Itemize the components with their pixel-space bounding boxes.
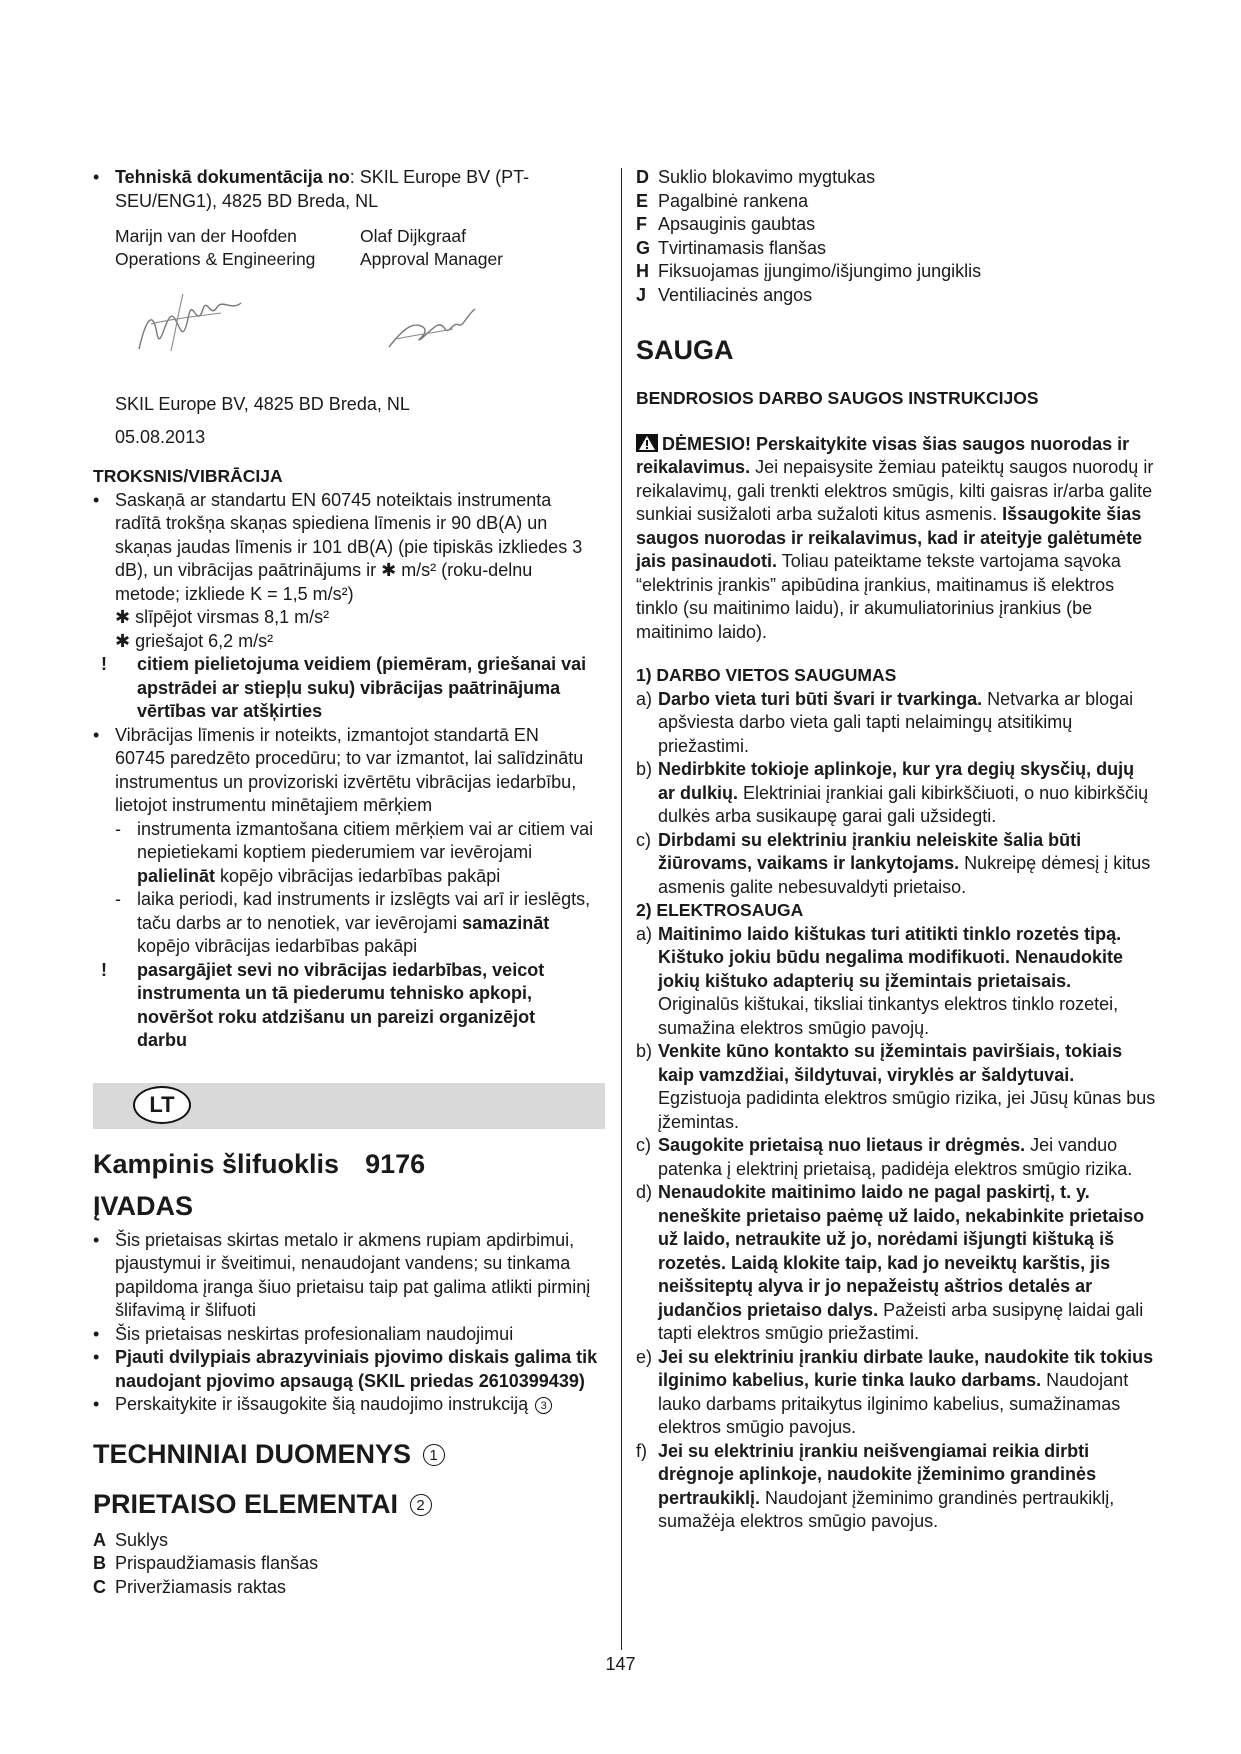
excl-note-1-text: citiem pielietojuma veidiem (piemēram, griešanai vai apstrādei ar stiepļu suku) vibrācijas paātrinājuma vērtības var atšķirties [137, 654, 587, 721]
parts-list-right [636, 166, 1156, 307]
list-mark: f) [636, 1440, 647, 1461]
list-text: Naudojant lauko darbams pritaikytus ilginimo kabelius, sumažinamas elektros smūgio pavojus. [658, 1370, 1129, 1437]
dash-item-2-text-a: laika periodi, kad instruments ir izslēgts vai arī ir ieslēgts, taču darbs ar to nenotiek, var ievērojami [137, 889, 591, 933]
signer-1 [115, 225, 360, 271]
figure-ref-1: 1 [423, 1444, 445, 1466]
list-bold: Jei su elektriniu įrankiu dirbate lauke, naudokite tik tokius ilginimo kabelius, kurie tinka lauko darbams. [658, 1346, 1154, 1390]
warning-text-1: Jei nepaisysite žemiau pateiktų saugos nuorodų ir reikalavimų, gali trenkti elektros smūgis, kilti gaisras ir/arba galite sunkiai susižaloti arba sužaloti kitus asmenis. [636, 457, 1154, 524]
parts-list-left [93, 1529, 605, 1600]
electric-item-b [636, 1040, 1156, 1134]
star-item-2: ✱ griešajot 6,2 m/s² [115, 630, 274, 651]
intro-heading: ĮVADAS [93, 1190, 194, 1221]
signer-2-name: Olaf Dijkgraaf [360, 226, 467, 246]
excl-note-1: ! citiem pielietojuma veidiem (piemēram, griešanai vai apstrādei ar stiepļu suku) vibrācijas paātrinājuma vērtības var atšķirties [101, 654, 587, 721]
electric-item-d [636, 1181, 1156, 1346]
part-item [636, 260, 1156, 284]
part-text: Ventiliacinės angos [658, 284, 813, 305]
electric-heading: 2) ELEKTROSAUGA [636, 900, 804, 920]
left-column [93, 166, 605, 1599]
dash-item-1: - instrumenta izmantošana citiem mērķiem vai ar citiem vai nepietiekami koptiem piederumiem var ievērojami palielināt kopējo vibrācijas iedarbības pakāpi [115, 818, 594, 886]
list-bold: Venkite kūno kontakto su įžemintais paviršiais, tokiais kaip vamzdžiai, šildytuvai, viryklės ar šaldytuvai. [658, 1041, 1123, 1085]
language-bar [93, 1083, 605, 1129]
excl-note-2-text: pasargājiet sevi no vibrācijas iedarbības, veicot instrumenta un tā piederumu tehnisko apkopi, novēršot roku atdzišanu un pareizi organizējot darbu [137, 959, 545, 1050]
dash-item-1-text-a: instrumenta izmantošana citiem mērķiem vai ar citiem vai nepietiekami koptiem piederumiem var ievērojami [137, 818, 594, 862]
tech-doc-label: Tehniskā dokumentācija no [115, 167, 350, 187]
warning-paragraph [636, 433, 1156, 645]
page-number: 147 [605, 1654, 636, 1674]
part-text: Tvirtinamasis flanšas [658, 237, 827, 258]
list-mark: c) [636, 829, 651, 850]
dash-item-1-text-c: kopējo vibrācijas iedarbības pakāpi [215, 865, 501, 886]
signer-2-role: Approval Manager [360, 249, 503, 269]
list-bold: Jei su elektriniu įrankiu neišvengiamai reikia dirbti drėgnoje aplinkoje, naudokite įžeminimo grandinės pertraukiklį. [658, 1440, 1097, 1508]
part-letter: D [636, 167, 649, 187]
warning-text-2: Toliau pateiktame tekste vartojama sąvoka “elektrinis įrankis” apibūdina įrankius, maitinamus iš elektros tinklo (su maitinimo laidu), ir akumuliatorinius įrankius (be maitinimo laido). [636, 551, 1121, 642]
work-item-c [636, 829, 1156, 900]
work-item-a [636, 688, 1156, 759]
work-item-b [636, 758, 1156, 829]
general-safety-heading: BENDROSIOS DARBO SAUGOS INSTRUKCIJOS [636, 388, 1039, 408]
elements-heading [93, 1487, 605, 1521]
excl-note-2: ! pasargājiet sevi no vibrācijas iedarbības, veicot instrumenta un tā piederumu tehnisko apkopi, novēršot roku atdzišanu un pareizi organizējot darbu [101, 959, 545, 1050]
list-mark: a) [636, 688, 653, 709]
list-bold: Nedirbkite tokioje aplinkoje, kur yra degių skysčių, dujų ar dulkių. [658, 759, 1135, 803]
figure-ref-3: 3 [535, 1397, 552, 1414]
intro-bullet-4-text: Perskaitykite ir išsaugokite šią naudojimo instrukciją [115, 1394, 529, 1414]
warning-bold-1: DĖMESIO! Perskaitykite visas šias saugos nuorodas ir reikalavimus. [636, 433, 1130, 477]
part-text: Suklys [115, 1529, 169, 1550]
part-item [93, 1552, 605, 1576]
signature-2-image [383, 299, 483, 359]
intro-bullet-1: • Šis prietaisas skirtas metalo ir akmens rupiam apdirbimui, pjaustymui ir šveitimui, nenaudojant vandens; su tinkama papildoma įranga šiuo prietaisu taip pat galima atlikti pirminį šlifavimą ir šlifuoti [93, 1229, 605, 1323]
doc-date: 05.08.2013 [115, 426, 206, 447]
language-badge: LT [133, 1086, 191, 1124]
part-text: Prispaudžiamasis flanšas [115, 1553, 319, 1573]
dash-item-2: - laika periodi, kad instruments ir izslēgts vai arī ir ieslēgts, taču darbs ar to nenotiek, var ievērojami samazināt kopējo vibrācijas iedarbības pakāpi [115, 889, 591, 956]
company-address: SKIL Europe BV, 4825 BD Breda, NL [115, 394, 410, 414]
part-text: Priveržiamasis raktas [115, 1576, 287, 1597]
part-item [636, 213, 1156, 237]
list-text: Pažeisti arba susipynę laidai gali tapti elektros smūgio priežastimi. [658, 1299, 1144, 1343]
signer-1-role: Operations & Engineering [115, 249, 316, 269]
tech-doc-value: : SKIL Europe BV (PT-SEU/ENG1), 4825 BD Breda, NL [115, 167, 530, 211]
safety-heading: SAUGA [636, 335, 734, 365]
list-mark: b) [636, 759, 653, 779]
tech-doc-line [93, 166, 535, 213]
product-model: 9176 [365, 1148, 426, 1179]
list-bold: Saugokite prietaisą nuo lietaus ir drėgmės. [658, 1135, 1026, 1155]
tech-data-heading-text: TECHNINIAI DUOMENYS [93, 1438, 412, 1469]
part-text: Fiksuojamas įjungimo/išjungimo jungiklis [658, 261, 982, 281]
dash-item-1-bold: palielināt [137, 865, 216, 886]
part-letter: H [636, 261, 649, 281]
signer-table [93, 225, 605, 271]
list-text: Naudojant įžeminimo grandinės pertraukiklį, sumažėja elektros smūgio pavojus. [658, 1487, 1115, 1531]
noise-heading: TROKSNIS/VIBRĀCIJA [93, 466, 283, 486]
list-text: Nukreipę dėmesį į kitus asmenis galite nebesuvaldyti prietaiso. [658, 853, 1151, 897]
product-title [93, 1147, 605, 1181]
list-text: Elektriniai įrankiai gali kibirkščiuoti, o nuo kibirkščių dulkės arba susikaupę garai gali užsidegti. [658, 782, 1149, 826]
list-mark: b) [636, 1041, 653, 1061]
part-letter: F [636, 214, 647, 234]
list-mark: a) [636, 923, 653, 944]
list-bold: Dirbdami su elektriniu įrankiu neleiskite šalia būti žiūrovams, vaikams ir lankytojams. [658, 829, 1082, 873]
part-letter: G [636, 237, 651, 258]
list-bold: Darbo vieta turi būti švari ir tvarkinga. [658, 688, 983, 709]
signature-1-image [131, 289, 251, 359]
star-item-1: ✱ slīpējot virsmas 8,1 m/s² [115, 607, 330, 627]
part-letter: B [93, 1553, 106, 1573]
part-text: Pagalbinė rankena [658, 190, 809, 211]
part-item [636, 166, 1156, 190]
part-text: Apsauginis gaubtas [658, 214, 816, 234]
work-area-heading: 1) DARBO VIETOS SAUGUMAS [636, 665, 897, 685]
part-text: Suklio blokavimo mygtukas [658, 167, 876, 187]
noise-bullet-1: • Saskaņā ar standartu EN 60745 noteiktais instrumenta radītā trokšņa skaņas spiediena līmenis ir 90 dB(A) un skaņas jaudas līmenis ir 101 dB(A) (pie tipiskās izkliedes 3 dB), un vibrācijas paātrinājums ir ✱ m/s² (roku-delnu metode; izkliede K = 1,5 m/s²) [93, 489, 597, 607]
part-letter: E [636, 190, 649, 211]
product-name: Kampinis šlifuoklis [93, 1148, 340, 1179]
electric-item-c [636, 1134, 1156, 1181]
figure-ref-2: 2 [410, 1494, 432, 1516]
list-text: Egzistuoja padidinta elektros smūgio rizika, jei Jūsų kūnas bus įžemintas. [658, 1088, 1156, 1132]
electric-item-e [636, 1346, 1156, 1440]
list-mark: e) [636, 1346, 653, 1367]
part-letter: C [93, 1576, 106, 1597]
part-item [636, 284, 1156, 308]
part-item [93, 1576, 605, 1600]
part-letter: A [93, 1529, 106, 1550]
warning-icon [636, 434, 658, 452]
part-item [636, 190, 1156, 214]
list-mark: c) [636, 1135, 651, 1155]
list-mark: d) [636, 1182, 653, 1202]
right-column [636, 166, 1156, 1534]
list-bold: Maitinimo laido kištukas turi atitikti tinklo rozetės tipą. Kištuko jokiu būdu negalima modifikuoti. Nenaudokite jokių kištuko adapterių su įžemintais prietaisais. [658, 923, 1124, 991]
part-letter: J [636, 284, 647, 305]
dash-item-2-text-c: kopējo vibrācijas iedarbības pakāpi [137, 936, 418, 956]
list-text: Originalūs kištukai, tiksliai tinkantys elektros tinklo rozetei, sumažina elektros smūgio pavojų. [658, 994, 1119, 1038]
signer-2 [360, 225, 605, 271]
electric-item-a [636, 923, 1156, 1041]
electric-item-f [636, 1440, 1156, 1534]
part-item [636, 237, 1156, 261]
intro-bullet-2: • Šis prietaisas neskirtas profesionaliam naudojimui [93, 1323, 605, 1347]
signer-1-name: Marijn van der Hoofden [115, 226, 297, 246]
dash-item-2-bold: samazināt [462, 912, 550, 933]
list-text: Jei vanduo patenka į elektrinį prietaisą, padidėja elektros smūgio rizika. [658, 1135, 1133, 1179]
intro-bullet-3: • Pjauti dvilypiais abrazyviniais pjovimo diskais galima tik naudojant pjovimo apsaugą (SKIL priedas 2610399439) [93, 1346, 605, 1393]
noise-bullet-2: • Vibrācijas līmenis ir noteikts, izmantojot standartā EN 60745 paredzēto procedūru; to var izmantot, lai salīdzinātu instrumentus un provizoriski izvērtētu vibrācijas iedarbību, lietojot instrumentu minētajiem mērķiem [93, 724, 585, 818]
part-item [93, 1529, 605, 1553]
tech-data-heading [93, 1437, 605, 1471]
list-bold: Nenaudokite maitinimo laido ne pagal paskirtį, t. y. neneškite prietaiso paėmę už laido, nekabinkite prietaiso už laido, netraukite už jo, norėdami išjungti kištuką iš rozetės. Laidą klokite taip, kad jo neveiktų karštis, jis neišsiteptų alyva ir jo nepažeistų aštrios detalės ar judančios prietaiso dalys. [658, 1182, 1145, 1320]
intro-bullet-4 [93, 1393, 605, 1417]
elements-heading-text: PRIETAISO ELEMENTAI [93, 1488, 399, 1519]
list-text: Netvarka ar blogai apšviesta darbo vieta gali tapti nelaimingų atsitikimų priežastimi. [658, 688, 1134, 756]
column-divider [621, 168, 622, 1650]
signatures [93, 271, 605, 381]
warning-bold-2: Išsaugokite šias saugos nuorodas ir reikalavimus, kad ir ateityje galėtumėte jais pasinaudoti. [636, 504, 1143, 571]
